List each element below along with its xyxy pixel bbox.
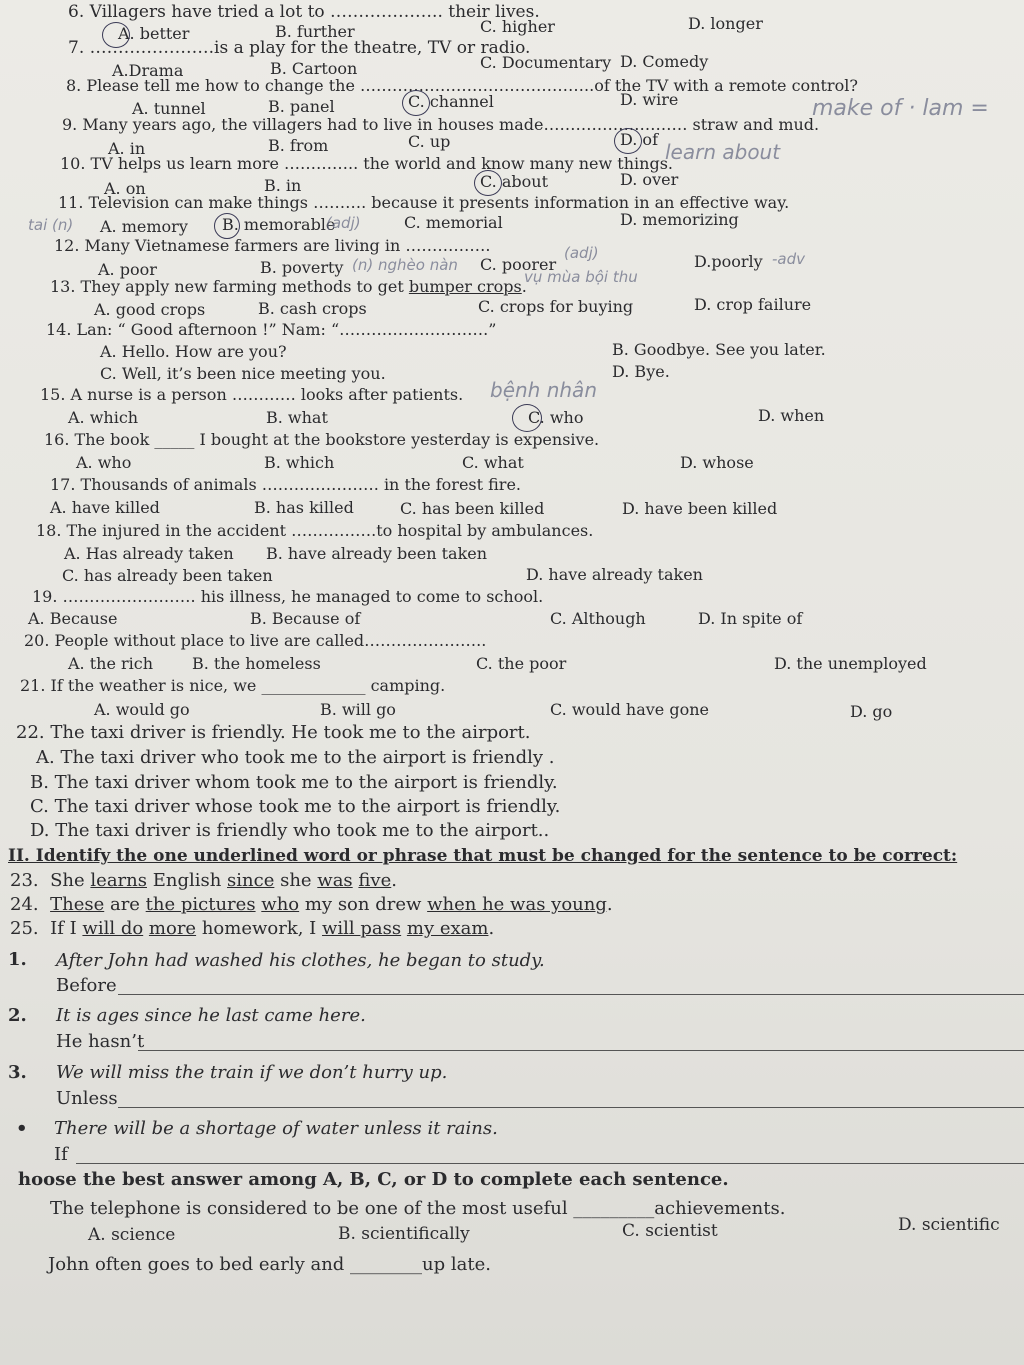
question-8-option-c: C. channel — [408, 92, 494, 111]
question-16-option-b: B. which — [264, 453, 335, 472]
question-22-stem: 22. The taxi driver is friendly. He took me to the airport. — [16, 722, 531, 743]
question-25: 25. If I will do more homework, I will pass my exam. — [10, 918, 495, 939]
question-19-option-a: A. Because — [28, 609, 118, 628]
rewrite-2-lead: He hasn’t — [56, 1031, 145, 1052]
question-9-option-c: C. up — [408, 132, 451, 151]
question-10-option-b: B. in — [264, 176, 302, 195]
question-10-option-a: A. on — [104, 179, 146, 198]
question-6-option-c: C. higher — [480, 17, 555, 36]
question-12-stem: 12. Many Vietnamese farmers are living in ……………. — [54, 236, 491, 255]
rewrite-3-number: 3. — [8, 1062, 27, 1083]
answer-line — [138, 1050, 1024, 1051]
section-heading: II. Identify the one underlined word or phrase that must be changed for the sentence to be correct: — [8, 846, 958, 866]
question-8-option-d: D. wire — [620, 90, 679, 109]
question-11-option-d: D. memorizing — [620, 210, 739, 229]
question-13-option-a: A. good crops — [94, 300, 206, 319]
rewrite-4-sentence: There will be a shortage of water unless it rains. — [54, 1118, 498, 1139]
question-16-option-d: D. whose — [680, 453, 754, 472]
section-heading-2: hoose the best answer among A, B, C, or D to complete each sentence. — [18, 1169, 729, 1190]
question-17-option-b: B. has killed — [254, 498, 354, 517]
answer-circle — [614, 128, 642, 154]
question-16-option-a: A. who — [76, 453, 132, 472]
question-9-option-a: A. in — [108, 139, 146, 158]
handwritten-note: (n) nghèo nàn — [352, 256, 458, 274]
handwritten-note: (adj) — [564, 244, 599, 262]
question-6-stem: 6. Villagers have tried a lot to ……………….. their lives. — [68, 2, 540, 22]
rewrite-4-number: • — [16, 1118, 28, 1139]
question-13-option-c: C. crops for buying — [478, 297, 634, 316]
question-18-option-a: A. Has already taken — [64, 544, 234, 563]
question-20-option-a: A. the rich — [68, 654, 154, 673]
question-20-option-c: C. the poor — [476, 654, 567, 673]
question-21-option-b: B. will go — [320, 700, 396, 719]
question-14-option-c: C. Well, it’s been nice meeting you. — [100, 364, 386, 383]
question-15-option-c: C. who — [528, 408, 584, 427]
handwritten-note: learn about — [665, 140, 781, 164]
question-6-option-a: A. better — [118, 24, 190, 43]
question-21-option-c: C. would have gone — [550, 700, 710, 719]
handwritten-note: make of · lam = — [812, 96, 989, 121]
question-19-option-b: B. Because of — [250, 609, 361, 628]
question-last-1-option-c: C. scientist — [622, 1221, 718, 1241]
question-8-stem: 8. Please tell me how to change the ……………………………………..of the TV with a remote control? — [66, 76, 858, 95]
rewrite-4-lead: If — [54, 1144, 68, 1165]
question-12-option-d: D.poorly — [694, 252, 763, 271]
question-10-option-c: C. about — [480, 172, 548, 191]
answer-circle — [402, 90, 430, 116]
question-12-option-c: C. poorer — [480, 255, 557, 274]
question-19-stem: 19. ……………………. his illness, he managed to come to school. — [32, 587, 544, 606]
question-15-stem: 15. A nurse is a person ………… looks after patients. — [40, 385, 464, 404]
handwritten-note: bệnh nhân — [490, 378, 597, 402]
question-15-option-a: A. which — [68, 408, 139, 427]
question-9-option-d: D. of — [620, 130, 658, 149]
question-22-option-a: A. The taxi driver who took me to the airport is friendly . — [36, 747, 555, 768]
rewrite-3-lead: Unless — [56, 1088, 118, 1109]
handwritten-note: -adv — [772, 250, 806, 268]
question-21-option-d: D. go — [850, 702, 893, 721]
question-18-stem: 18. The injured in the accident …………….to hospital by ambulances. — [36, 521, 594, 540]
rewrite-1-number: 1. — [8, 949, 27, 970]
question-20-option-b: B. the homeless — [192, 654, 321, 673]
question-6-option-b: B. further — [275, 22, 355, 41]
question-6-option-d: D. longer — [688, 14, 763, 33]
question-last-1-option-b: B. scientifically — [338, 1224, 470, 1244]
question-10-stem: 10. TV helps us learn more ………….. the world and know many new things. — [60, 154, 673, 173]
question-18-option-b: B. have already been taken — [266, 544, 488, 563]
question-7-option-b: B. Cartoon — [270, 59, 358, 78]
answer-line — [76, 1163, 1024, 1164]
question-18-option-c: C. has already been taken — [62, 566, 273, 585]
question-14-option-a: A. Hello. How are you? — [100, 342, 287, 361]
question-17-option-c: C. has been killed — [400, 499, 545, 518]
question-19-option-d: D. In spite of — [698, 609, 803, 628]
question-14-option-d: D. Bye. — [612, 362, 670, 381]
question-18-option-d: D. have already taken — [526, 565, 703, 584]
question-24: 24. These are the pictures who my son drew when he was young. — [10, 894, 613, 915]
question-14-stem: 14. Lan: “ Good afternoon !” Nam: “……………………….” — [46, 320, 497, 339]
question-21-stem: 21. If the weather is nice, we _____________ camping. — [20, 676, 446, 695]
question-7-option-c: C. Documentary — [480, 53, 612, 72]
answer-line — [118, 994, 1024, 995]
question-last-2-stem: John often goes to bed early and ________up late. — [48, 1254, 491, 1275]
question-last-1-option-a: A. science — [88, 1225, 176, 1245]
question-10-option-d: D. over — [620, 170, 679, 189]
handwritten-note: vụ mùa bội thu — [524, 268, 638, 286]
question-16-option-c: C. what — [462, 453, 524, 472]
rewrite-2-sentence: It is ages since he last came here. — [56, 1005, 366, 1026]
question-15-option-b: B. what — [266, 408, 328, 427]
question-11-option-b: B. memorable — [222, 215, 336, 234]
question-17-option-d: D. have been killed — [622, 499, 778, 518]
question-17-option-a: A. have killed — [50, 498, 160, 517]
question-22-option-b: B. The taxi driver whom took me to the airport is friendly. — [30, 772, 558, 793]
question-13-stem: 13. They apply new farming methods to get bumper crops. — [50, 277, 527, 296]
question-12-option-a: A. poor — [98, 260, 157, 279]
question-20-stem: 20. People without place to live are called………………….. — [24, 631, 487, 650]
question-14-option-b: B. Goodbye. See you later. — [612, 340, 826, 359]
handwritten-note: (adj) — [326, 214, 361, 232]
question-23: 23. She learns English since she was five. — [10, 870, 397, 891]
question-15-option-d: D. when — [758, 406, 825, 425]
question-20-option-d: D. the unemployed — [774, 654, 927, 673]
answer-circle — [512, 404, 542, 432]
question-19-option-c: C. Although — [550, 609, 646, 628]
question-7-option-a: A.Drama — [112, 61, 184, 80]
handwritten-note: tai (n) — [28, 216, 74, 234]
question-13-option-d: D. crop failure — [694, 295, 812, 314]
rewrite-1-lead: Before — [56, 975, 117, 996]
question-22-option-c: C. The taxi driver whose took me to the airport is friendly. — [30, 796, 561, 817]
question-17-stem: 17. Thousands of animals …………………. in the forest fire. — [50, 475, 522, 494]
question-22-option-d: D. The taxi driver is friendly who took me to the airport.. — [30, 820, 550, 841]
question-13-option-b: B. cash crops — [258, 299, 367, 318]
question-8-option-a: A. tunnel — [132, 99, 206, 118]
rewrite-2-number: 2. — [8, 1005, 27, 1026]
question-12-option-b: B. poverty — [260, 258, 344, 277]
question-11-option-a: A. memory — [100, 217, 188, 236]
question-16-stem: 16. The book _____ I bought at the bookstore yesterday is expensive. — [44, 430, 600, 449]
question-21-option-a: A. would go — [94, 700, 190, 719]
question-11-stem: 11. Television can make things ………. because it presents information in an effective way. — [58, 193, 790, 212]
question-last-1-option-d: D. scientific — [898, 1215, 1000, 1235]
question-last-1-stem: The telephone is considered to be one of the most useful _________achievements. — [50, 1198, 786, 1219]
rewrite-3-sentence: We will miss the train if we don’t hurry up. — [56, 1062, 448, 1083]
question-9-stem: 9. Many years ago, the villagers had to live in houses made……………………… straw and mud. — [62, 115, 820, 134]
answer-line — [118, 1107, 1024, 1108]
question-8-option-b: B. panel — [268, 97, 335, 116]
question-7-stem: 7. ………………….is a play for the theatre, TV or radio. — [68, 38, 531, 58]
question-7-option-d: D. Comedy — [620, 52, 709, 71]
question-9-option-b: B. from — [268, 136, 329, 155]
rewrite-1-sentence: After John had washed his clothes, he began to study. — [56, 950, 545, 971]
question-11-option-c: C. memorial — [404, 213, 503, 232]
